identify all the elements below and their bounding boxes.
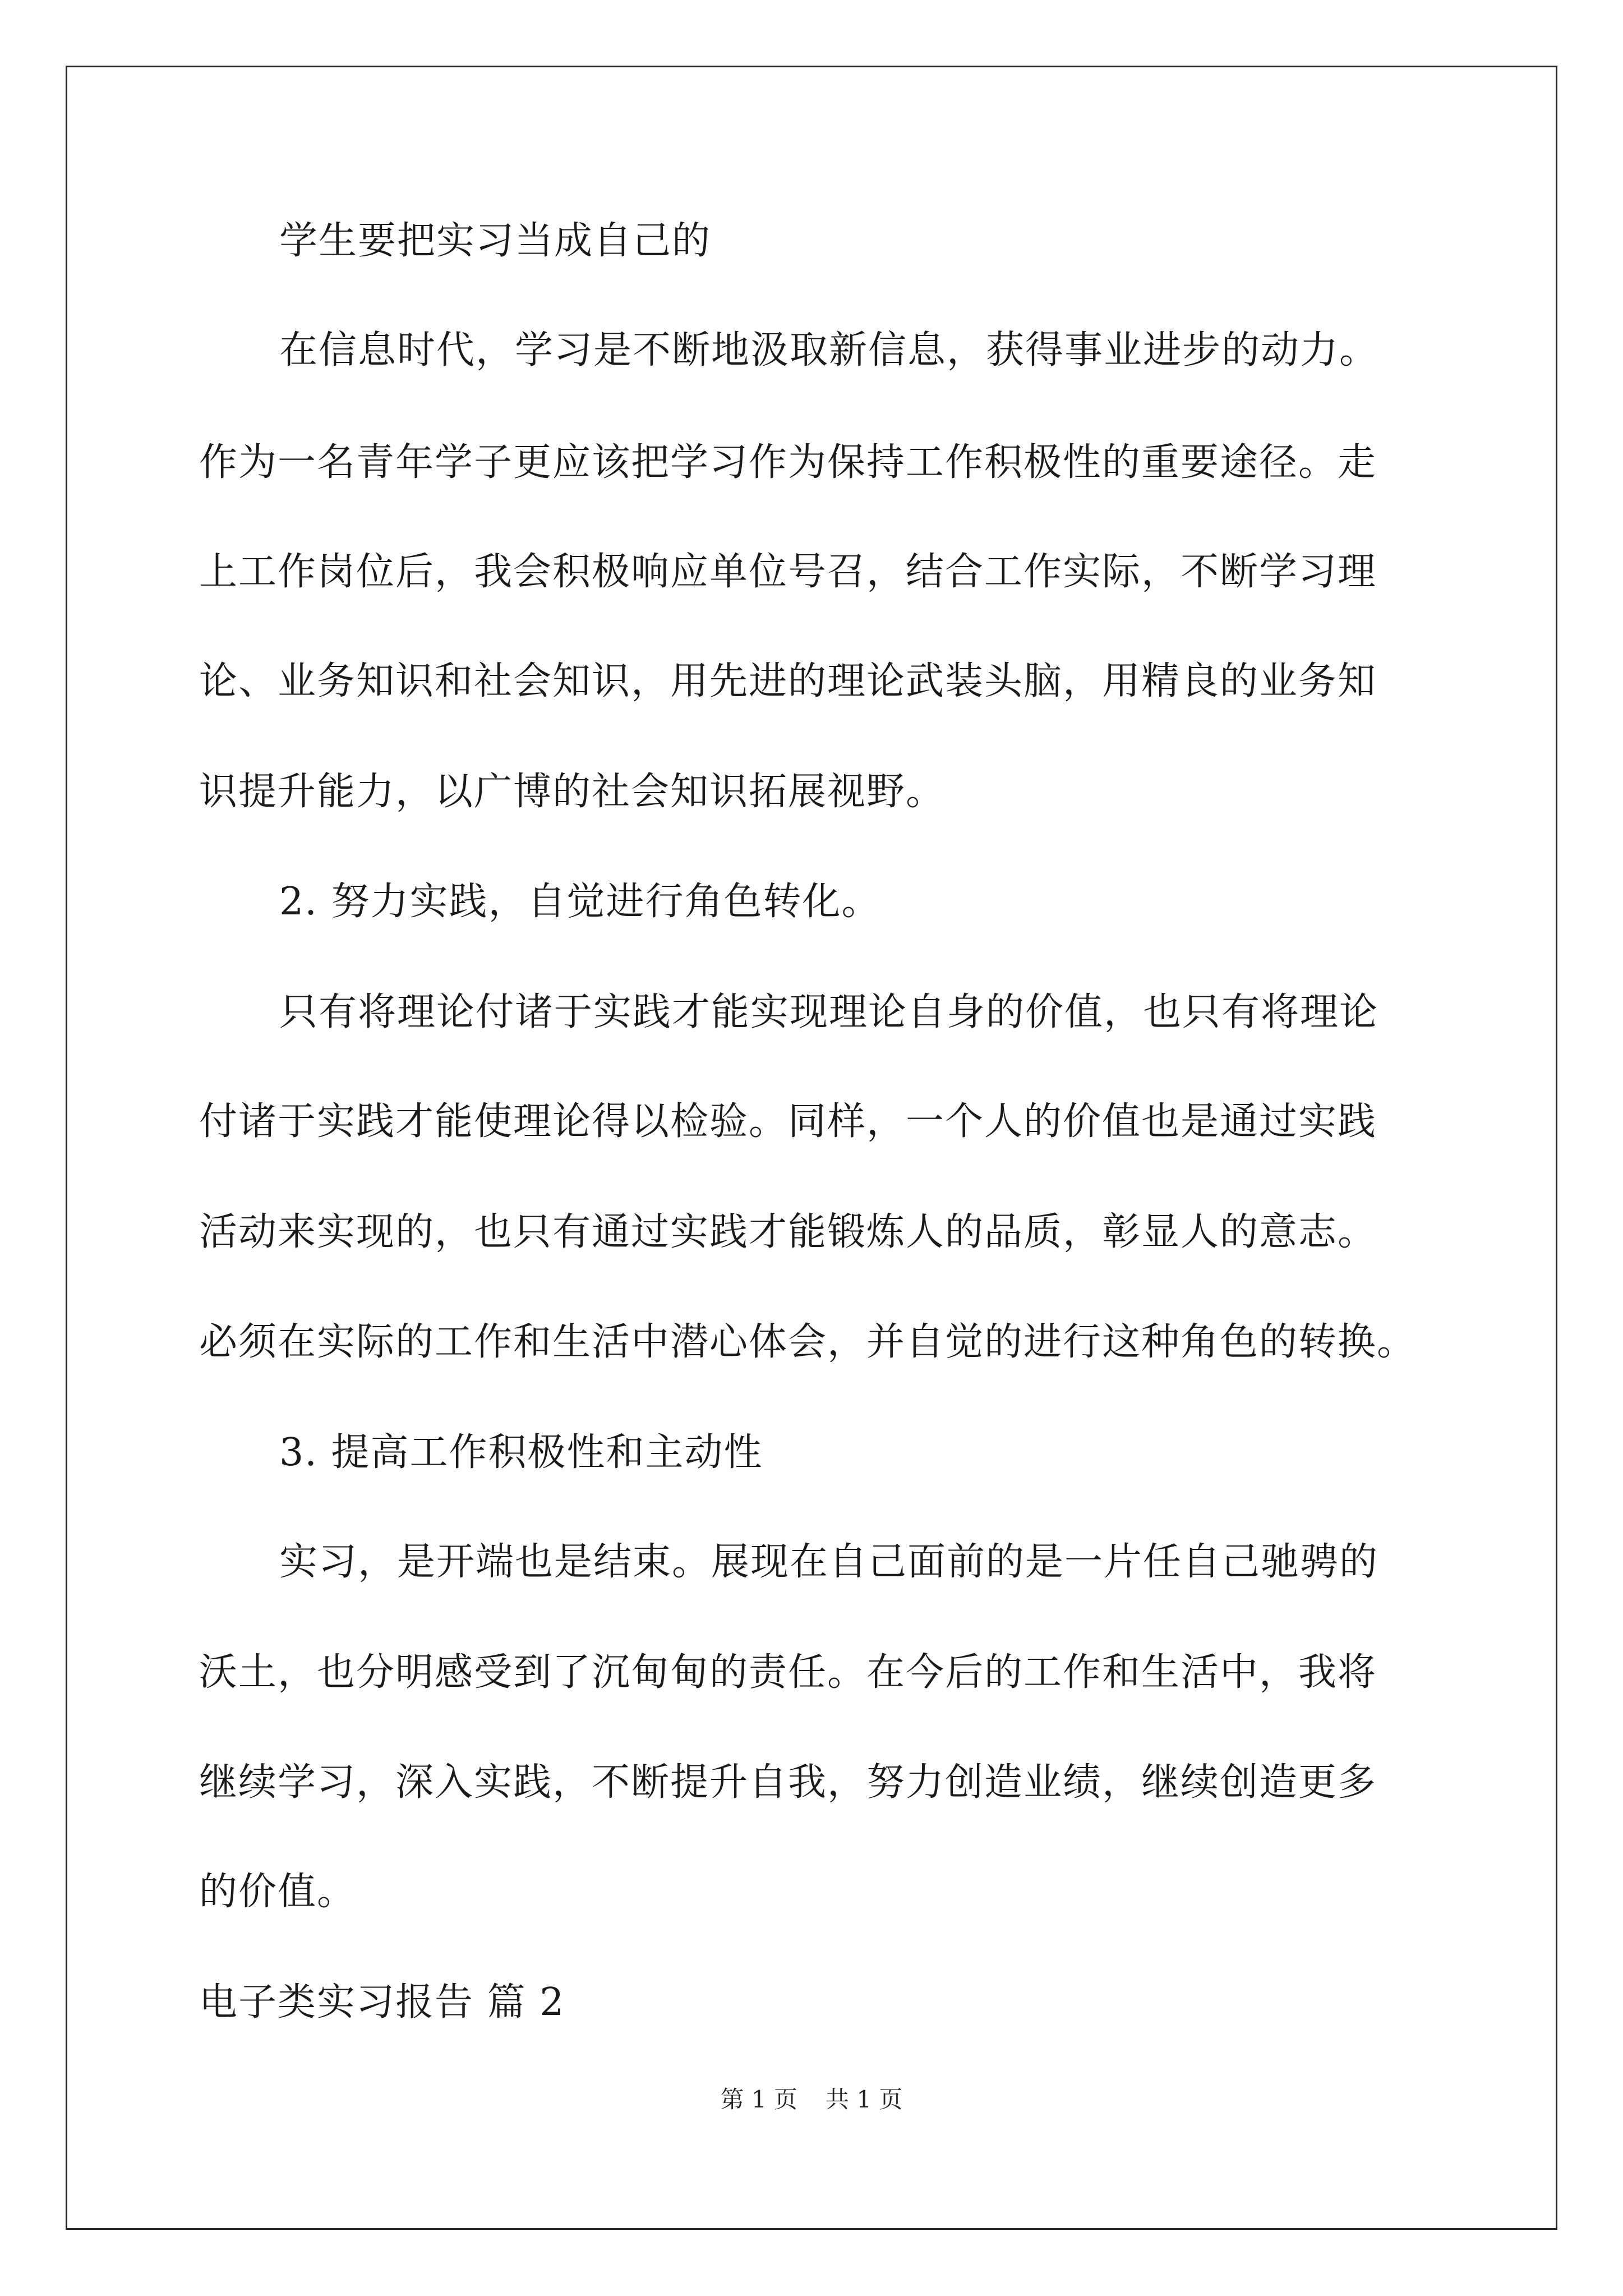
paragraph-5-heading: 3. 提高工作积极性和主动性 — [279, 1430, 763, 1475]
page-footer — [0, 2086, 1623, 2114]
paragraph-6-line-2: 沃土，也分明感受到了沉甸甸的责任。在今后的工作和生活中，我将 — [199, 1650, 1377, 1695]
paragraph-2-line-1: 在信息时代，学习是不断地汲取新信息，获得事业进步的动力。 — [279, 328, 1379, 372]
paragraph-4-line-2: 付诸于实践才能使理论得以检验。同样，一个人的价值也是通过实践 — [199, 1099, 1377, 1144]
paragraph-2-line-5: 识提升能力，以广博的社会知识拓展视野。 — [199, 770, 946, 814]
paragraph-2-line-3: 上工作岗位后，我会积极响应单位号召，结合工作实际，不断学习理 — [199, 550, 1377, 594]
paragraph-4-line-1: 只有将理论付诸于实践才能实现理论自身的价值，也只有将理论 — [279, 990, 1379, 1034]
paragraph-6-line-4: 的价值。 — [199, 1870, 357, 1914]
paragraph-4-line-4: 必须在实际的工作和生活中潜心体会，并自觉的进行这种角色的转换。 — [199, 1320, 1417, 1364]
footer-page-current: 第 1 页 — [720, 2086, 797, 2113]
paragraph-4-line-3: 活动来实现的，也只有通过实践才能锻炼人的品质，彰显人的意志。 — [199, 1210, 1377, 1254]
footer-page-total: 共 1 页 — [826, 2086, 903, 2113]
paragraph-6-line-3: 继续学习，深入实践，不断提升自我，努力创造业绩，继续创造更多 — [199, 1760, 1377, 1805]
section-heading: 电子类实习报告 篇 2 — [199, 1980, 565, 2024]
paragraph-6-line-1: 实习，是开端也是结束。展现在自己面前的是一片任自己驰骋的 — [279, 1540, 1379, 1584]
paragraph-1-line-1: 学生要把实习当成自己的 — [279, 219, 712, 263]
paragraph-2-line-2: 作为一名青年学子更应该把学习作为保持工作积极性的重要途径。走 — [199, 440, 1377, 485]
paragraph-2-line-4: 论、业务知识和社会知识，用先进的理论武装头脑，用精良的业务知 — [199, 659, 1377, 703]
paragraph-3-heading: 2. 努力实践，自觉进行角色转化。 — [279, 880, 881, 924]
